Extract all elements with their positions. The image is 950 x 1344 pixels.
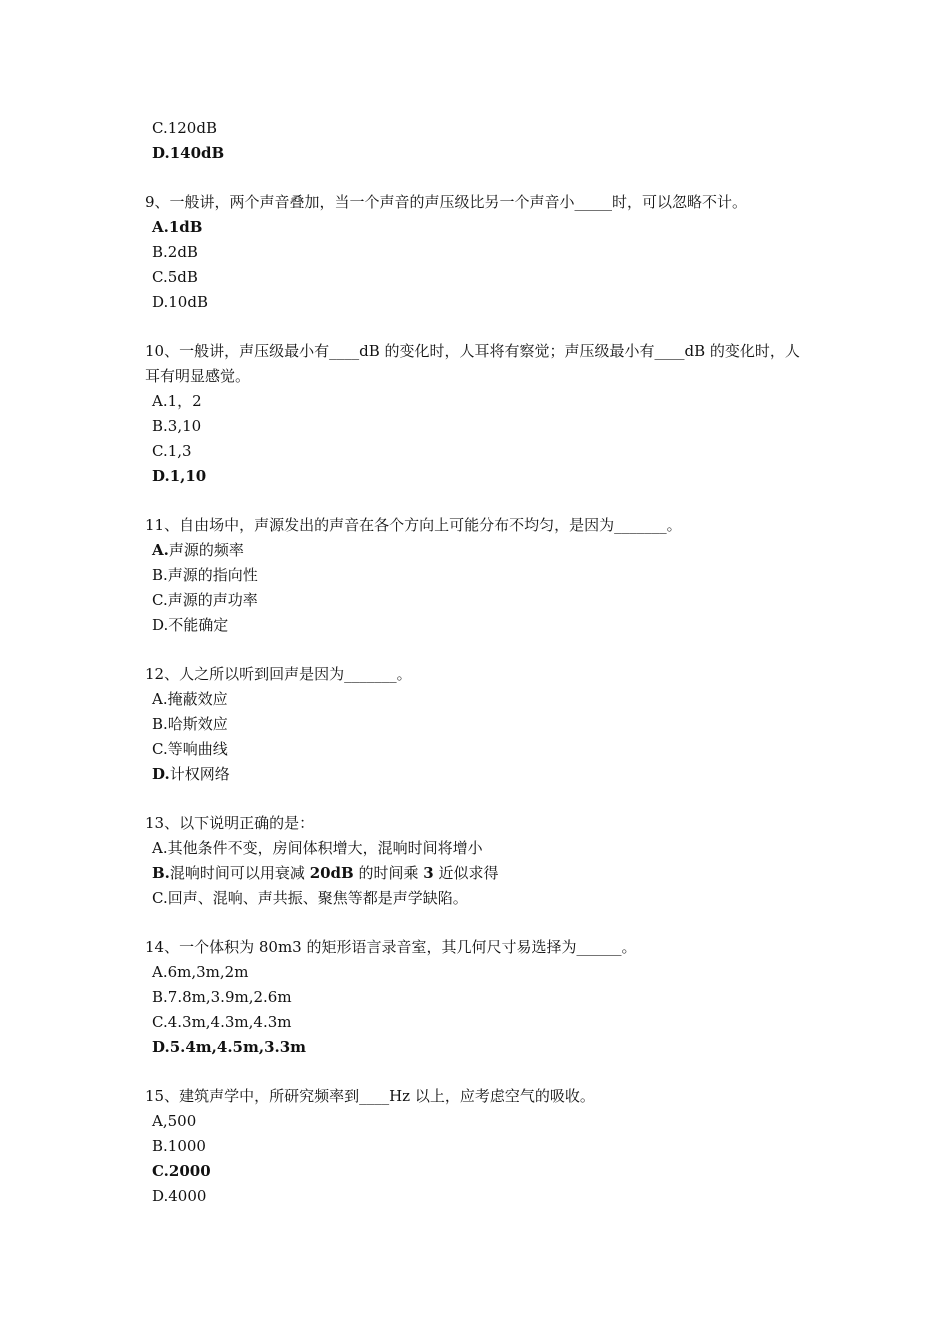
option-c: C.120dB <box>152 119 217 137</box>
option-d: D.5.4m,4.5m,3.3m <box>152 1038 307 1056</box>
option-a: A.6m,3m,2m <box>152 963 249 981</box>
question-12 <box>145 662 825 787</box>
option-b: B.2dB <box>152 243 198 261</box>
option-c: C.5dB <box>152 268 198 286</box>
question-stem: 15、建筑声学中，所研究频率到____Hz 以上，应考虑空气的吸收。 <box>145 1087 595 1105</box>
question-stem: 14、一个体积为 80m3 的矩形语言录音室，其几何尺寸易选择为______。 <box>145 938 637 956</box>
question-list <box>145 116 825 1209</box>
option-d: D.10dB <box>152 293 208 311</box>
option-c: C.4.3m,4.3m,4.3m <box>152 1013 292 1031</box>
option-b: B.哈斯效应 <box>152 715 228 733</box>
option-d: D.1,10 <box>152 467 207 485</box>
option-d: D.不能确定 <box>152 616 229 634</box>
option-c: C.2000 <box>152 1162 211 1180</box>
option-b: B.混响时间可以用衰减 20dB 的时间乘 3 近似求得 <box>152 864 499 882</box>
option-a: A.1dB <box>152 218 203 236</box>
option-b: B.声源的指向性 <box>152 566 258 584</box>
question-stem: 11、自由场中，声源发出的声音在各个方向上可能分布不均匀，是因为_______。 <box>145 516 682 534</box>
question-stem: 9、一般讲，两个声音叠加，当一个声音的声压级比另一个声音小_____时，可以忽略不计。 <box>145 193 748 211</box>
question-stem: 10、一般讲，声压级最小有____dB 的变化时，人耳将有察觉；声压级最小有____dB 的变化时，人耳有明显感觉。 <box>145 342 800 385</box>
question-13 <box>145 811 825 911</box>
option-d: D.140dB <box>152 144 225 162</box>
option-a: A.掩蔽效应 <box>152 690 228 708</box>
option-b: B.7.8m,3.9m,2.6m <box>152 988 292 1006</box>
question-9 <box>145 190 825 315</box>
question-10 <box>145 339 825 489</box>
option-a: A.其他条件不变，房间体积增大，混响时间将增小 <box>152 839 483 857</box>
option-a: A.声源的频率 <box>152 541 244 559</box>
question-stem: 12、人之所以听到回声是因为_______。 <box>145 665 412 683</box>
question-14 <box>145 935 825 1060</box>
option-c: C.回声、混响、声共振、聚焦等都是声学缺陷。 <box>152 889 468 907</box>
option-d: D.计权网络 <box>152 765 230 783</box>
option-b: B.1000 <box>152 1137 206 1155</box>
question-15 <box>145 1084 825 1209</box>
question-11 <box>145 513 825 638</box>
option-c: C.1,3 <box>152 442 192 460</box>
option-a: A.1，2 <box>152 392 202 410</box>
option-d: D.4000 <box>152 1187 207 1205</box>
question-stem: 13、以下说明正确的是： <box>145 814 315 832</box>
option-a: A,500 <box>152 1112 197 1130</box>
option-c: C.等响曲线 <box>152 740 228 758</box>
option-c: C.声源的声功率 <box>152 591 258 609</box>
option-b: B.3,10 <box>152 417 202 435</box>
